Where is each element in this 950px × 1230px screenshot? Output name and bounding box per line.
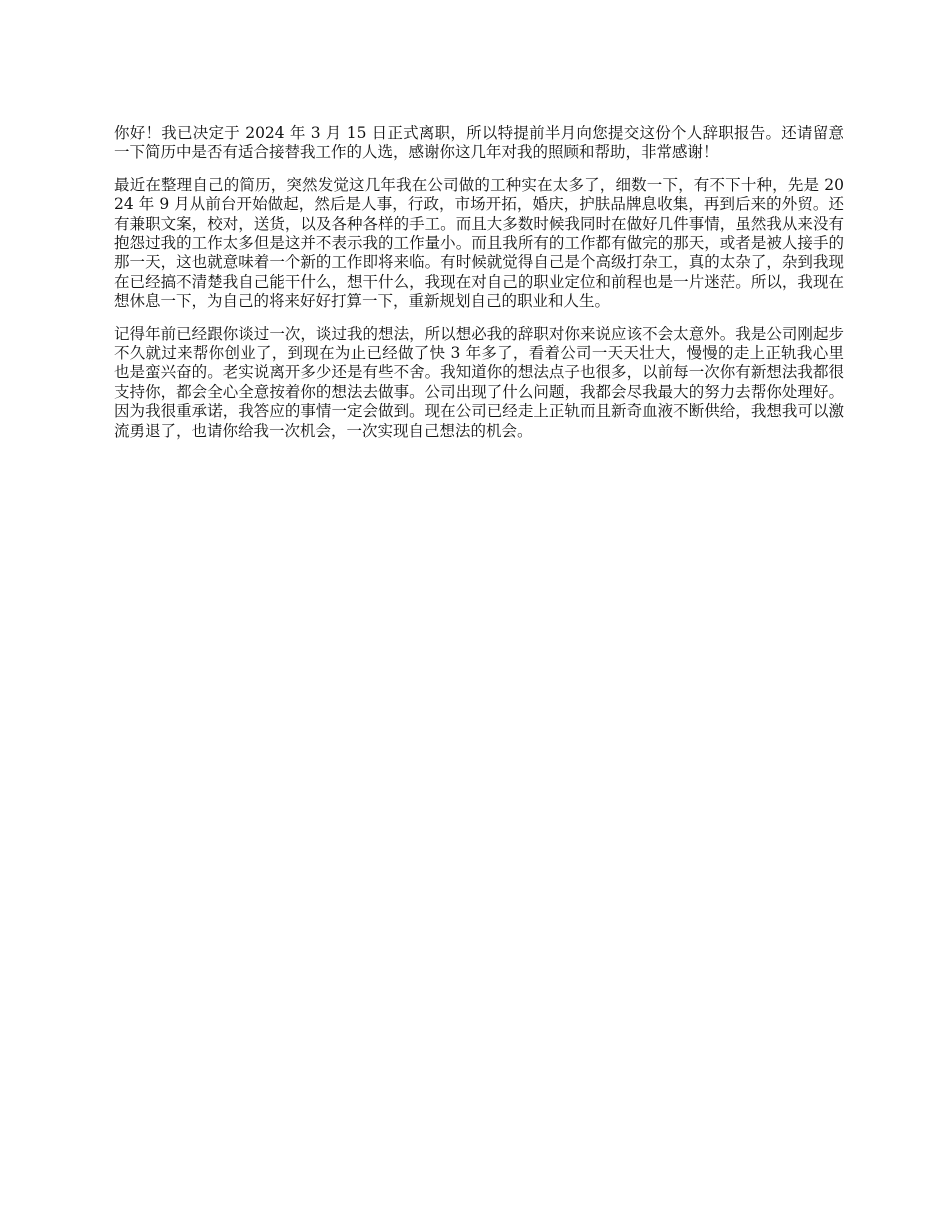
paragraph-work-history: 最近在整理自己的简历，突然发觉这几年我在公司做的工种实在太多了，细数一下，有不下十种，先是 2024 年 9 月从前台开始做起，然后是人事，行政，市场开拓，婚庆，护肤品牌息收集，再到后来的外贸。还有兼职文案，校对，送货，以及各种各样的手工。而且大多数时候我同时在做好几件事情，虽然我从来没有抱怨过我的工作太多但是这并不表示我的工作量小。而且我所有的工作都有做完的那天，或者是被人接手的那一天，这也就意味着一个新的工作即将来临。有时候就觉得自己是个高级打杂工，真的太杂了，杂到我现在已经搞不清楚我自己能干什么，想干什么，我现在对自己的职业定位和前程也是一片迷茫。所以，我现在想休息一下，为自己的将来好好打算一下，重新规划自己的职业和人生。: [114, 175, 844, 311]
paragraph-farewell: 记得年前已经跟你谈过一次，谈过我的想法，所以想必我的辞职对你来说应该不会太意外。我是公司刚起步不久就过来帮你创业了，到现在为止已经做了快 3 年多了，看着公司一天天壮大，慢慢的走上正轨我心里也是蛮兴奋的。老实说离开多少还是有些不舍。我知道你的想法点子也很多，以前每一次你有新想法我都很支持你，都会全心全意按着你的想法去做事。公司出现了什么问题，我都会尽我最大的努力去帮你处理好。因为我很重承诺，我答应的事情一定会做到。现在公司已经走上正轨而且新奇血液不断供给，我想我可以激流勇退了，也请你给我一次机会，一次实现自己想法的机会。: [114, 324, 844, 440]
paragraph-greeting: 你好！我已决定于 2024 年 3 月 15 日正式离职，所以特提前半月向您提交这份个人辞职报告。还请留意一下简历中是否有适合接替我工作的人选，感谢你这几年对我的照顾和帮助，非常感谢！: [114, 124, 844, 162]
document-body: [114, 124, 844, 454]
